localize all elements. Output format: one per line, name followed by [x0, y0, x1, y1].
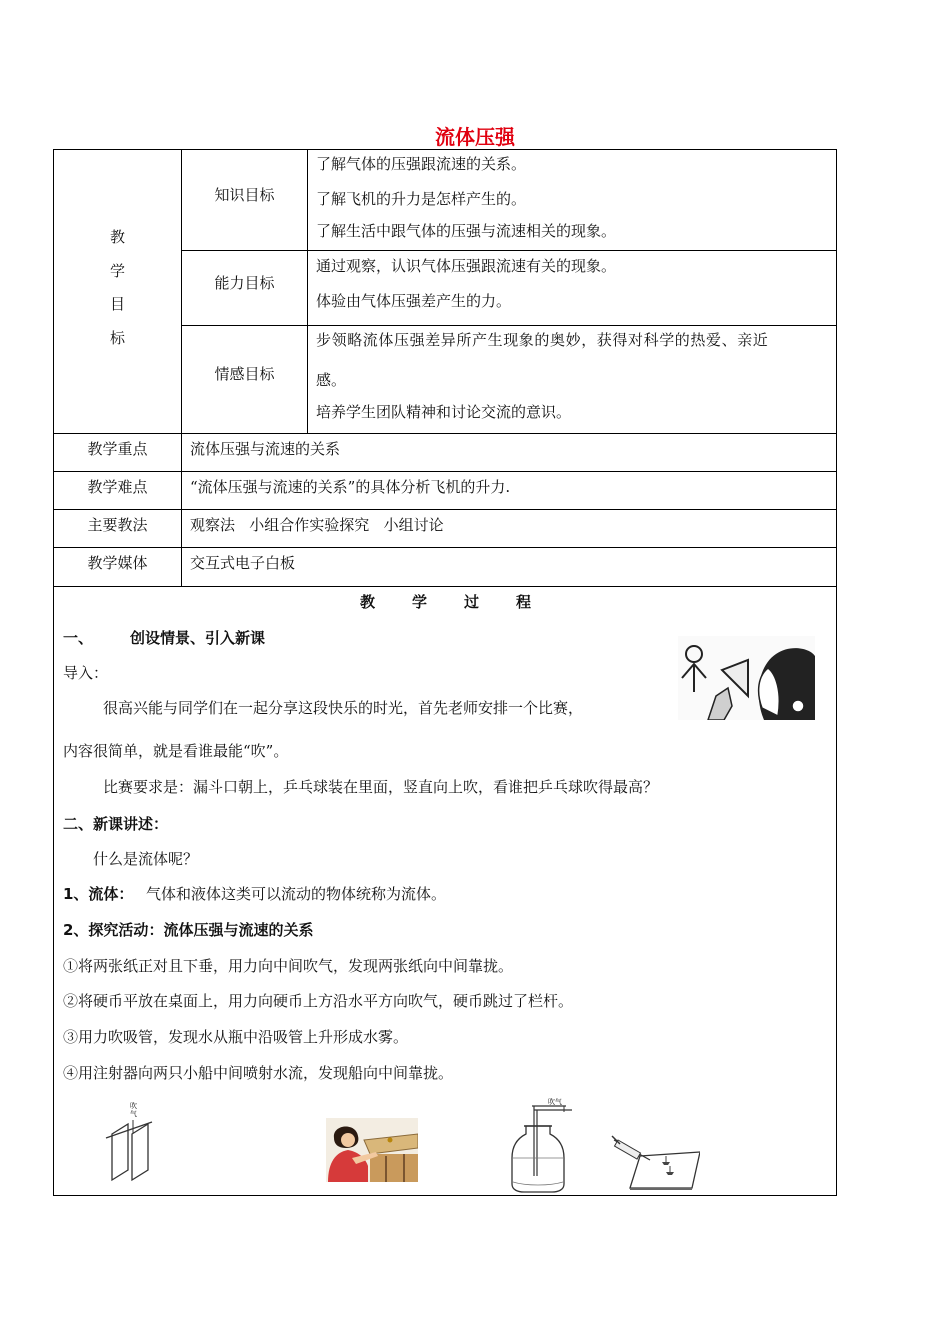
contest-rules: 比赛要求是：漏斗口朝上，乒乓球装在里面，竖直向上吹，看谁把乒乓球吹得最高？ — [103, 778, 659, 796]
activity-heading: 2、探究活动：流体压强与流速的关系 — [63, 921, 314, 939]
info-value-method: 观察法 小组合作实验探究 小组讨论 — [190, 516, 444, 534]
objective-item: 了解飞机的升力是怎样产生的。 — [316, 190, 527, 208]
process-title-char: 程 — [516, 593, 532, 611]
info-label-method: 主要教法 — [87, 516, 148, 534]
objective-item: 体验由气体压强差产生的力。 — [316, 292, 512, 310]
category-ability: 能力目标 — [214, 274, 275, 292]
coin-blowing-image — [326, 1118, 418, 1182]
fluid-definition-text: 气体和液体这类可以流动的物体统称为流体。 — [146, 885, 447, 903]
bottle-figure-label: 吹气 — [548, 1098, 562, 1106]
info-value-media: 交互式电子白板 — [190, 554, 296, 572]
bottle-straw-image — [506, 1098, 578, 1196]
info-value-difficulty: “流体压强与流速的关系”的具体分析飞机的升力. — [190, 478, 511, 496]
objectives-label-char: 目 — [109, 295, 125, 313]
experiment-item: ①将两张纸正对且下垂，用力向中间吹气，发现两张纸向中间靠拢。 — [63, 957, 514, 975]
category-emotion: 情感目标 — [214, 365, 275, 383]
objective-item: 了解气体的压强跟流速的关系。 — [316, 155, 527, 173]
objective-item: 感。 — [316, 371, 347, 389]
objectives-label-char: 标 — [109, 329, 125, 347]
process-title-char: 教 — [360, 593, 376, 611]
syringe-boats-image — [610, 1132, 700, 1190]
experiment-item: ③用力吹吸管，发现水从瓶中沿吸管上升形成水雾。 — [63, 1028, 409, 1046]
process-title-char: 学 — [412, 593, 428, 611]
funnel-blowing-image — [678, 636, 815, 720]
fluid-definition-label: 1、流体： — [63, 885, 134, 903]
info-label-key-point: 教学重点 — [87, 440, 148, 458]
objective-item: 培养学生团队精神和讨论交流的意识。 — [316, 403, 572, 421]
objectives-label-char: 学 — [109, 262, 125, 280]
bottle-figure — [506, 1098, 578, 1196]
intro-line2: 内容很简单，就是看谁最能“吹”。 — [63, 742, 289, 760]
intro-line1: 很高兴能与同学们在一起分享这段快乐的时光，首先老师安排一个比赛， — [103, 699, 584, 717]
section1-heading: 创设情景、引入新课 — [130, 629, 266, 647]
section2-heading: 二、新课讲述： — [63, 815, 169, 833]
intro-label: 导入： — [63, 664, 109, 682]
category-knowledge: 知识目标 — [214, 186, 275, 204]
fluid-question: 什么是流体呢？ — [93, 850, 199, 868]
hanging-paper-image — [100, 1098, 162, 1188]
document-title: 流体压强 — [435, 125, 515, 149]
objectives-label — [54, 150, 181, 433]
objective-item: 通过观察，认识气体压强跟流速有关的现象。 — [316, 257, 617, 275]
paper-figure — [100, 1098, 162, 1188]
experiment-item: ②将硬币平放在桌面上，用力向硬币上方沿水平方向吹气，硬币跳过了栏杆。 — [63, 992, 574, 1010]
objective-item: 了解生活中跟气体的压强与流速相关的现象。 — [316, 222, 617, 240]
process-title-char: 过 — [464, 593, 480, 611]
objective-item: 步领略流体压强差异所产生现象的奥妙，获得对科学的热爱、亲近 — [316, 331, 769, 349]
info-label-difficulty: 教学难点 — [87, 478, 148, 496]
info-label-media: 教学媒体 — [87, 554, 148, 572]
info-value-key-point: 流体压强与流速的关系 — [190, 440, 341, 458]
section1-number: 一、 — [63, 629, 94, 647]
objectives-label-char: 教 — [109, 228, 125, 246]
experiment-item: ④用注射器向两只小船中间喷射水流，发现船向中间靠拢。 — [63, 1064, 454, 1082]
paper-figure-label: 吹气 — [130, 1102, 137, 1118]
